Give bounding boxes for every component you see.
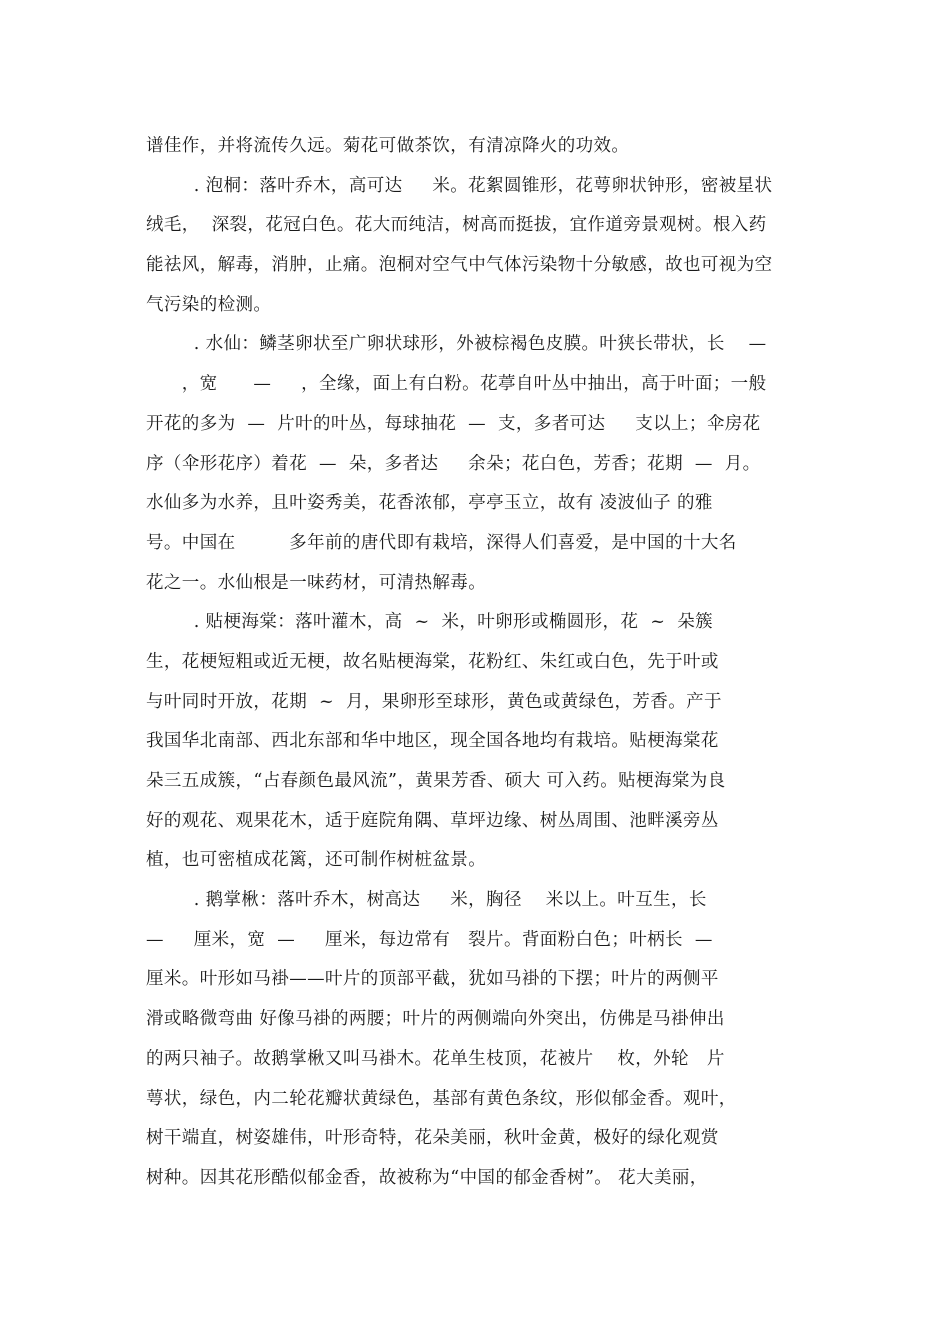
text-line: . 水仙：鳞茎卵状至广卵状球形，外被棕褐色皮膜。叶狭长带状，长 — (146, 334, 767, 355)
text-line: . 泡桐：落叶乔木，高可达 米。花絮圆锥形，花萼卵状钟形，密被星状 (146, 175, 773, 196)
text-line: 序（伞形花序）着花 — 朵，多者达 余朵；花白色，芳香；花期 — 月。 (146, 453, 761, 474)
text-line: ，宽 — ，全缘，面上有白粉。花葶自叶丛中抽出，高于叶面；一般 (146, 374, 767, 395)
text-line: 厘米。叶形如马褂——叶片的顶部平截，犹如马褂的下摆；叶片的两侧平 (146, 969, 719, 990)
text-line: 生，花梗短粗或近无梗，故名贴梗海棠，花粉红、朱红或白色，先于叶或 (146, 651, 719, 672)
text-line: 水仙多为水养，且叶姿秀美，花香浓郁，亭亭玉立，故有 凌波仙子 的雅 (146, 493, 713, 514)
text-line: — 厘米，宽 — 厘米，每边常有 裂片。背面粉白色；叶柄长 — (146, 929, 713, 950)
body-text (146, 127, 816, 1199)
text-line: 花之一。水仙根是一味药材，可清热解毒。 (146, 572, 487, 593)
text-line: 能祛风，解毒，消肿，止痛。泡桐对空气中气体污染物十分敏感，故也可视为空 (146, 255, 773, 276)
text-line: 萼状，绿色，内二轮花瓣状黄绿色，基部有黄色条纹，形似郁金香。观叶， (146, 1088, 737, 1109)
text-line: 植，也可密植成花篱，还可制作树桩盆景。 (146, 850, 487, 871)
text-line: 我国华北南部、西北东部和华中地区，现全国各地均有栽培。贴梗海棠花 (146, 731, 719, 752)
text-line: 号。中国在 多年前的唐代即有栽培，深得人们喜爱，是中国的十大名 (146, 532, 737, 553)
text-line: 开花的多为 — 片叶的叶丛，每球抽花 — 支，多者可达 支以上；伞房花 (146, 413, 761, 434)
text-line: 滑或略微弯曲 好像马褂的两腰；叶片的两侧端向外突出，仿佛是马褂伸出 (146, 1009, 725, 1030)
text-line: 与叶同时开放，花期 ~ 月，果卵形至球形，黄色或黄绿色，芳香。产于 (146, 691, 722, 712)
text-line: 朵三五成簇，“占春颜色最风流”，黄果芳香、硕大 可入药。贴梗海棠为良 (146, 771, 726, 791)
text-line: 绒毛， 深裂，花冠白色。花大而纯洁，树高而挺拔，宜作道旁景观树。根入药 (146, 215, 767, 236)
text-line: . 贴梗海棠：落叶灌木，高 ~ 米，叶卵形或椭圆形，花 ~ 朵簇 (146, 612, 714, 633)
text-line: 树种。因其花形酷似郁金香，故被称为“中国的郁金香树”。 花大美丽， (146, 1167, 708, 1188)
text-line: 谱佳作，并将流传久远。菊花可做茶饮，有清凉降火的功效。 (146, 136, 630, 156)
text-line: . 鹅掌楸：落叶乔木，树高达 米，胸径 米以上。叶互生，长 (146, 890, 707, 911)
text-line: 气污染的检测。 (146, 294, 272, 315)
text-line: 好的观花、观果花木，适于庭院角隅、草坪边缘、树丛周围、池畔溪旁丛 (146, 810, 719, 831)
text-line: 树干端直，树姿雄伟，叶形奇特，花朵美丽，秋叶金黄，极好的绿化观赏 (146, 1128, 719, 1149)
text-line: 的两只袖子。故鹅掌楸又叫马褂木。花单生枝顶，花被片 枚，外轮 片 (146, 1048, 725, 1069)
